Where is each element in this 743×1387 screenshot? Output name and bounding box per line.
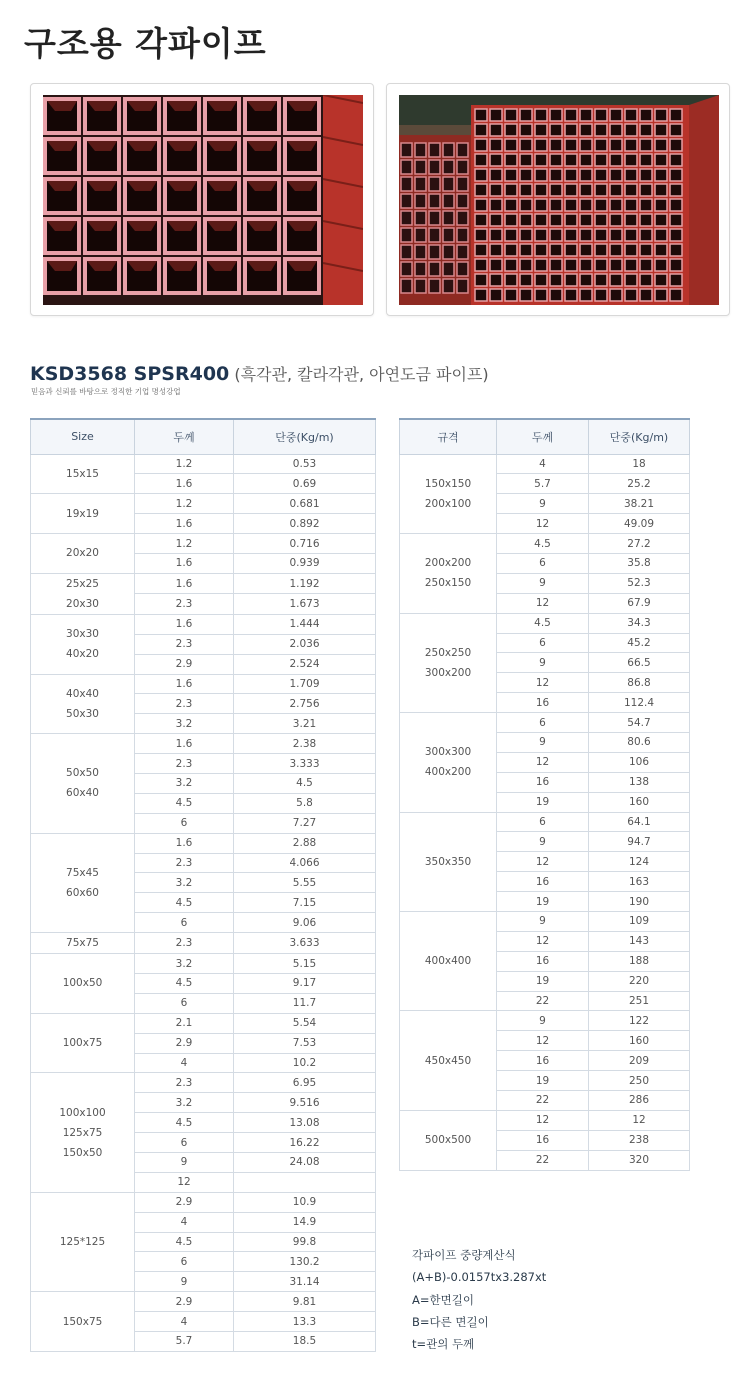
table-row <box>400 812 690 832</box>
weight-cell: 143 <box>589 931 690 951</box>
weight-cell: 220 <box>589 971 690 991</box>
thickness-cell: 16 <box>497 1051 589 1071</box>
pipe-end <box>203 257 241 295</box>
table-row <box>31 494 376 514</box>
weight-cell: 238 <box>589 1130 690 1150</box>
size-label: 125x75 <box>62 1126 103 1139</box>
weight-cell <box>234 1172 376 1192</box>
weight-cell: 24.08 <box>234 1153 376 1173</box>
thickness-cell: 4.5 <box>135 1113 234 1133</box>
weight-cell: 1.444 <box>234 614 376 634</box>
thickness-cell: 1.6 <box>135 674 234 694</box>
formula-t: t=관의 두께 <box>412 1337 475 1352</box>
thickness-cell: 5.7 <box>135 1332 234 1352</box>
thickness-cell: 2.3 <box>135 634 234 654</box>
thickness-cell: 6 <box>135 1252 234 1272</box>
thickness-cell: 12 <box>497 593 589 613</box>
thickness-cell: 6 <box>497 812 589 832</box>
thickness-cell: 9 <box>135 1272 234 1292</box>
table-row <box>400 911 690 931</box>
thickness-cell: 1.6 <box>135 614 234 634</box>
thickness-cell: 22 <box>497 1150 589 1170</box>
weight-cell: 9.17 <box>234 973 376 993</box>
pipe-end <box>203 137 241 175</box>
table-row <box>400 534 690 554</box>
weight-cell: 45.2 <box>589 633 690 653</box>
thickness-cell: 9 <box>135 1153 234 1173</box>
table-row <box>31 954 376 974</box>
size-label: 25x25 <box>66 577 99 590</box>
pipe-end <box>43 97 81 135</box>
pipe-end <box>203 217 241 255</box>
column-header-weight: 단중(Kg/m) <box>234 419 376 454</box>
weight-cell: 106 <box>589 752 690 772</box>
table-row <box>31 1073 376 1093</box>
thickness-cell: 9 <box>497 653 589 673</box>
table-row <box>31 674 376 694</box>
thickness-cell: 3.2 <box>135 773 234 793</box>
pipe-photo-left <box>30 83 374 316</box>
weight-cell: 286 <box>589 1091 690 1111</box>
thickness-cell: 3.2 <box>135 873 234 893</box>
size-cell <box>31 1192 135 1291</box>
size-label: 100x75 <box>62 1037 103 1050</box>
thickness-cell: 1.6 <box>135 553 234 573</box>
thickness-cell: 22 <box>497 1091 589 1111</box>
weight-cell: 13.08 <box>234 1113 376 1133</box>
size-cell <box>400 713 497 812</box>
size-label: 60x40 <box>66 787 99 800</box>
thickness-cell: 1.6 <box>135 514 234 534</box>
weight-cell: 7.27 <box>234 813 376 833</box>
size-cell <box>31 494 135 534</box>
table-row <box>31 534 376 554</box>
pipe-stack-image-angled <box>399 95 719 305</box>
weight-cell: 4.5 <box>234 773 376 793</box>
formula-title: 각파이프 중량계산식 <box>412 1248 516 1262</box>
thickness-cell: 4 <box>135 1212 234 1232</box>
thickness-cell: 1.6 <box>135 734 234 754</box>
weight-cell: 122 <box>589 1011 690 1031</box>
thickness-cell: 3.2 <box>135 714 234 734</box>
size-cell <box>31 833 135 932</box>
pipe-end <box>83 177 121 215</box>
weight-cell: 18.5 <box>234 1332 376 1352</box>
thickness-cell: 9 <box>497 1011 589 1031</box>
pipe-end <box>243 97 281 135</box>
weight-cell: 64.1 <box>589 812 690 832</box>
thickness-cell: 12 <box>497 1110 589 1130</box>
size-label: 350x350 <box>424 855 472 868</box>
weight-cell: 18 <box>589 454 690 474</box>
thickness-cell: 2.9 <box>135 654 234 674</box>
thickness-cell: 19 <box>497 792 589 812</box>
size-cell <box>31 674 135 734</box>
size-cell <box>31 454 135 494</box>
size-cell <box>31 933 135 954</box>
pipe-end <box>83 217 121 255</box>
weight-cell: 25.2 <box>589 474 690 494</box>
standard-code: KSD3568 SPSR400 <box>30 363 230 385</box>
weight-cell: 0.69 <box>234 474 376 494</box>
thickness-cell: 2.3 <box>135 694 234 714</box>
size-label: 40x40 <box>66 687 99 700</box>
thickness-cell: 2.3 <box>135 754 234 774</box>
formula-b: B=다른 면길이 <box>412 1314 489 1329</box>
weight-cell: 27.2 <box>589 534 690 554</box>
thickness-cell: 1.6 <box>135 833 234 853</box>
size-label: 200x100 <box>424 497 472 510</box>
table-row <box>31 1192 376 1212</box>
weight-cell: 7.53 <box>234 1033 376 1053</box>
pipe-end <box>163 217 201 255</box>
size-label: 75x45 <box>66 866 99 879</box>
thickness-cell: 1.2 <box>135 494 234 514</box>
thickness-cell: 4.5 <box>135 893 234 913</box>
table-row <box>400 1110 690 1130</box>
thickness-cell: 9 <box>497 573 589 593</box>
thickness-cell: 6 <box>135 1133 234 1153</box>
thickness-cell: 22 <box>497 991 589 1011</box>
weight-cell: 5.54 <box>234 1013 376 1033</box>
pipe-end <box>283 257 321 295</box>
thickness-cell: 4.5 <box>135 793 234 813</box>
thickness-cell: 6 <box>497 553 589 573</box>
weight-cell: 160 <box>589 1031 690 1051</box>
weight-cell: 138 <box>589 772 690 792</box>
weight-cell: 67.9 <box>589 593 690 613</box>
weight-cell: 0.681 <box>234 494 376 514</box>
weight-cell: 99.8 <box>234 1232 376 1252</box>
table-row <box>31 734 376 754</box>
size-cell <box>31 534 135 574</box>
weight-cell: 0.892 <box>234 514 376 534</box>
thickness-cell: 5.7 <box>497 474 589 494</box>
size-label: 15x15 <box>66 467 99 480</box>
thickness-cell: 12 <box>497 752 589 772</box>
pipe-end <box>163 137 201 175</box>
size-cell <box>400 613 497 712</box>
weight-cell: 52.3 <box>589 573 690 593</box>
pipe-end <box>83 97 121 135</box>
size-label: 150x150 <box>424 477 472 490</box>
size-cell <box>31 1073 135 1192</box>
weight-cell: 66.5 <box>589 653 690 673</box>
size-label: 150x50 <box>62 1146 103 1159</box>
pipe-end <box>123 257 161 295</box>
pipe-end <box>83 137 121 175</box>
weight-cell: 250 <box>589 1071 690 1091</box>
weight-cell: 3.21 <box>234 714 376 734</box>
thickness-cell: 4.5 <box>135 973 234 993</box>
thickness-cell: 12 <box>497 673 589 693</box>
table-row <box>31 454 376 474</box>
pipe-end <box>243 137 281 175</box>
size-label: 40x20 <box>66 648 99 661</box>
size-cell <box>31 734 135 833</box>
weight-cell: 54.7 <box>589 713 690 733</box>
weight-cell: 3.633 <box>234 933 376 954</box>
size-label: 300x200 <box>424 666 472 679</box>
thickness-cell: 6 <box>497 713 589 733</box>
weight-cell: 4.066 <box>234 853 376 873</box>
size-label: 500x500 <box>424 1134 472 1147</box>
weight-cell: 9.06 <box>234 913 376 933</box>
table-row <box>31 933 376 954</box>
table-row <box>400 1011 690 1031</box>
thickness-cell: 1.6 <box>135 474 234 494</box>
weight-cell: 12 <box>589 1110 690 1130</box>
weight-cell: 49.09 <box>589 514 690 534</box>
weight-cell: 2.036 <box>234 634 376 654</box>
table-header-row <box>400 419 690 454</box>
weight-cell: 124 <box>589 852 690 872</box>
size-label: 100x50 <box>62 977 103 990</box>
thickness-cell: 19 <box>497 892 589 912</box>
size-label: 19x19 <box>66 507 99 520</box>
pipe-end <box>163 97 201 135</box>
size-label: 60x60 <box>66 886 99 899</box>
pipe-end <box>203 177 241 215</box>
weight-cell: 5.15 <box>234 954 376 974</box>
weight-cell: 109 <box>589 911 690 931</box>
weight-cell: 163 <box>589 872 690 892</box>
thickness-cell: 12 <box>497 514 589 534</box>
thickness-cell: 12 <box>497 931 589 951</box>
weight-cell: 10.9 <box>234 1192 376 1212</box>
pipe-types: (흑각관, 칼라각관, 아연도금 파이프) <box>234 365 489 384</box>
weight-cell: 11.7 <box>234 993 376 1013</box>
weight-cell: 7.15 <box>234 893 376 913</box>
thickness-cell: 4 <box>135 1053 234 1073</box>
size-label: 400x200 <box>424 766 472 779</box>
thickness-cell: 3.2 <box>135 1093 234 1113</box>
size-label: 150x75 <box>62 1315 103 1328</box>
size-cell <box>31 1013 135 1073</box>
size-label: 50x30 <box>66 707 99 720</box>
section-heading <box>30 362 489 385</box>
table-row <box>400 713 690 733</box>
size-label: 20x30 <box>66 597 99 610</box>
size-cell <box>31 614 135 674</box>
weight-cell: 9.516 <box>234 1093 376 1113</box>
weight-cell: 16.22 <box>234 1133 376 1153</box>
thickness-cell: 2.3 <box>135 1073 234 1093</box>
table-row <box>31 573 376 594</box>
pipe-end <box>203 97 241 135</box>
weight-cell: 112.4 <box>589 693 690 713</box>
table-header-row <box>31 419 376 454</box>
weight-cell: 2.524 <box>234 654 376 674</box>
left-spec-table <box>30 418 376 1352</box>
pipe-end <box>163 257 201 295</box>
pipe-end <box>283 97 321 135</box>
pipe-end <box>123 177 161 215</box>
weight-cell: 13.3 <box>234 1312 376 1332</box>
column-header-thickness: 두께 <box>135 419 234 454</box>
thickness-cell: 9 <box>497 911 589 931</box>
pipe-end <box>43 137 81 175</box>
thickness-cell: 12 <box>497 852 589 872</box>
table-row <box>31 833 376 853</box>
thickness-cell: 6 <box>135 913 234 933</box>
weight-cell: 188 <box>589 951 690 971</box>
weight-cell: 2.756 <box>234 694 376 714</box>
weight-cell: 35.8 <box>589 553 690 573</box>
thickness-cell: 2.9 <box>135 1292 234 1312</box>
size-cell <box>31 573 135 614</box>
size-label: 250x250 <box>424 646 472 659</box>
thickness-cell: 4.5 <box>497 613 589 633</box>
weight-cell: 14.9 <box>234 1212 376 1232</box>
thickness-cell: 6 <box>135 993 234 1013</box>
thickness-cell: 1.6 <box>135 573 234 594</box>
thickness-cell: 16 <box>497 772 589 792</box>
pipe-end <box>283 217 321 255</box>
pipe-end <box>243 217 281 255</box>
thickness-cell: 4.5 <box>497 534 589 554</box>
pipe-end <box>43 177 81 215</box>
table-row <box>400 613 690 633</box>
weight-cell: 5.55 <box>234 873 376 893</box>
weight-cell: 80.6 <box>589 732 690 752</box>
size-cell <box>400 812 497 911</box>
pipe-stack-image-front <box>43 95 363 305</box>
weight-cell: 86.8 <box>589 673 690 693</box>
size-label: 125*125 <box>59 1236 106 1248</box>
thickness-cell: 19 <box>497 1071 589 1091</box>
thickness-cell: 9 <box>497 732 589 752</box>
thickness-cell: 2.3 <box>135 594 234 615</box>
right-spec-table <box>399 418 690 1171</box>
size-label: 50x50 <box>66 767 99 780</box>
thickness-cell: 2.9 <box>135 1033 234 1053</box>
size-cell <box>400 454 497 534</box>
weight-cell: 209 <box>589 1051 690 1071</box>
size-label: 75x75 <box>66 937 99 950</box>
pipe-end <box>283 137 321 175</box>
thickness-cell: 4 <box>497 454 589 474</box>
section-subtitle: 믿음과 신뢰를 바탕으로 정직한 기업 명성강업 <box>31 387 181 396</box>
weight-cell: 160 <box>589 792 690 812</box>
thickness-cell: 1.2 <box>135 454 234 474</box>
thickness-cell: 2.3 <box>135 933 234 954</box>
weight-cell: 10.2 <box>234 1053 376 1073</box>
thickness-cell: 3.2 <box>135 954 234 974</box>
weight-cell: 94.7 <box>589 832 690 852</box>
weight-cell: 2.38 <box>234 734 376 754</box>
size-label: 20x20 <box>66 547 99 560</box>
weight-cell: 0.939 <box>234 553 376 573</box>
weight-cell: 9.81 <box>234 1292 376 1312</box>
weight-cell: 320 <box>589 1150 690 1170</box>
pipe-end <box>43 257 81 295</box>
column-header-size: Size <box>31 419 135 454</box>
weight-cell: 1.673 <box>234 594 376 615</box>
pipe-end <box>163 177 201 215</box>
size-label: 300x300 <box>424 746 472 759</box>
thickness-cell: 19 <box>497 971 589 991</box>
pipe-end <box>243 257 281 295</box>
weight-cell: 5.8 <box>234 793 376 813</box>
pipe-end <box>243 177 281 215</box>
pipe-end <box>283 177 321 215</box>
size-cell <box>400 1110 497 1170</box>
weight-cell: 1.192 <box>234 573 376 594</box>
weight-cell: 34.3 <box>589 613 690 633</box>
size-cell <box>400 1011 497 1110</box>
table-row <box>400 454 690 474</box>
weight-formula <box>412 1244 546 1355</box>
size-label: 400x400 <box>424 955 472 968</box>
size-label: 100x100 <box>59 1106 106 1119</box>
column-header-thickness: 두께 <box>497 419 589 454</box>
pipe-end <box>123 217 161 255</box>
size-label: 450x450 <box>424 1054 472 1067</box>
thickness-cell: 9 <box>497 494 589 514</box>
weight-cell: 251 <box>589 991 690 1011</box>
weight-cell: 1.709 <box>234 674 376 694</box>
weight-cell: 130.2 <box>234 1252 376 1272</box>
weight-cell: 31.14 <box>234 1272 376 1292</box>
weight-cell: 6.95 <box>234 1073 376 1093</box>
thickness-cell: 2.9 <box>135 1192 234 1212</box>
thickness-cell: 6 <box>497 633 589 653</box>
table-row <box>31 614 376 634</box>
size-cell <box>31 954 135 1014</box>
thickness-cell: 4.5 <box>135 1232 234 1252</box>
pipe-photo-right <box>386 83 730 316</box>
pipe-end <box>123 97 161 135</box>
thickness-cell: 2.1 <box>135 1013 234 1033</box>
thickness-cell: 16 <box>497 693 589 713</box>
column-header-size: 규격 <box>400 419 497 454</box>
weight-cell: 0.716 <box>234 534 376 554</box>
table-row <box>31 1292 376 1312</box>
size-cell <box>400 534 497 614</box>
column-header-weight: 단중(Kg/m) <box>589 419 690 454</box>
pipe-end <box>83 257 121 295</box>
thickness-cell: 16 <box>497 872 589 892</box>
weight-cell: 190 <box>589 892 690 912</box>
size-label: 200x200 <box>424 557 472 570</box>
size-label: 30x30 <box>66 628 99 641</box>
weight-cell: 38.21 <box>589 494 690 514</box>
weight-cell: 3.333 <box>234 754 376 774</box>
thickness-cell: 12 <box>497 1031 589 1051</box>
weight-cell: 2.88 <box>234 833 376 853</box>
thickness-cell: 12 <box>135 1172 234 1192</box>
thickness-cell: 6 <box>135 813 234 833</box>
weight-cell: 0.53 <box>234 454 376 474</box>
size-cell <box>31 1292 135 1352</box>
thickness-cell: 16 <box>497 951 589 971</box>
pipe-end <box>43 217 81 255</box>
page-title: 구조용 각파이프 <box>24 24 267 63</box>
thickness-cell: 16 <box>497 1130 589 1150</box>
thickness-cell: 4 <box>135 1312 234 1332</box>
pipe-end <box>123 137 161 175</box>
table-row <box>31 1013 376 1033</box>
thickness-cell: 1.2 <box>135 534 234 554</box>
thickness-cell: 2.3 <box>135 853 234 873</box>
formula-expression: (A+B)-0.0157tx3.287xt <box>412 1270 547 1285</box>
formula-a: A=한면길이 <box>412 1292 474 1307</box>
size-label: 250x150 <box>424 577 472 590</box>
thickness-cell: 9 <box>497 832 589 852</box>
size-cell <box>400 911 497 1010</box>
